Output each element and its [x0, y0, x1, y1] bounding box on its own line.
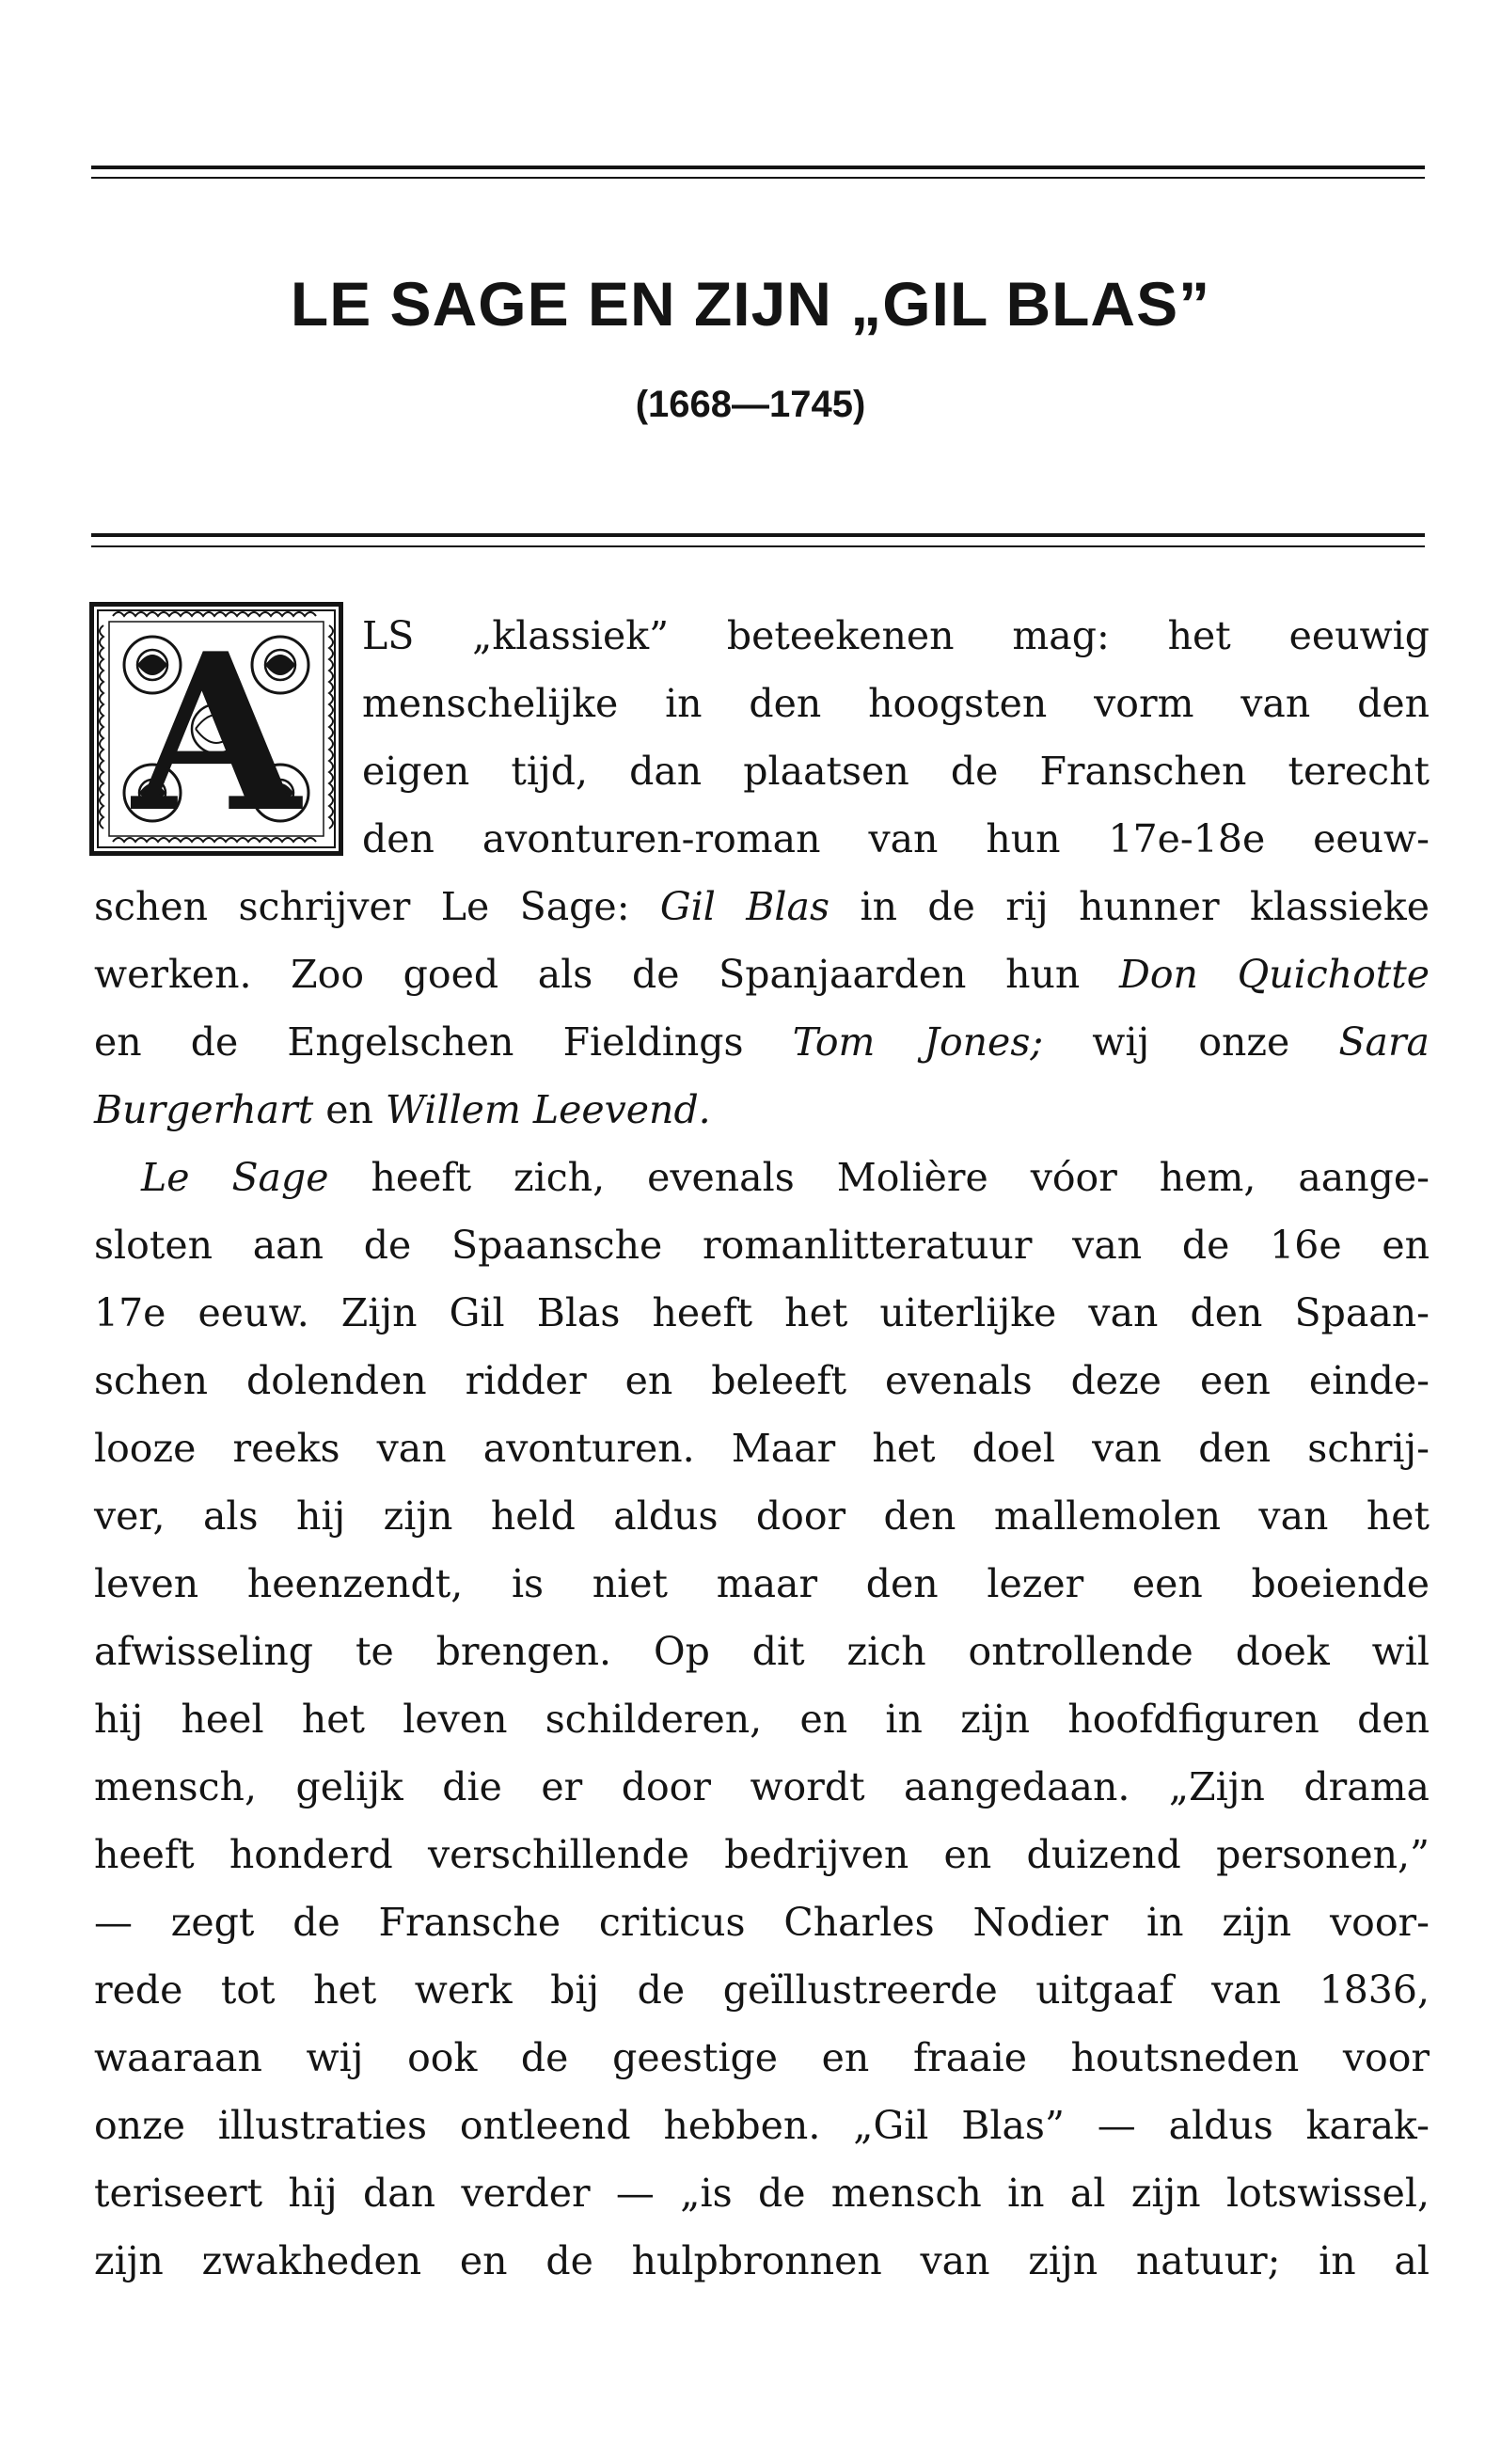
text-line: mensch, gelijk die er door wordt aangedaan. „Zijn drama [94, 1764, 1430, 1809]
italic-title: Sara [1338, 1019, 1430, 1065]
text-line: onze illustraties ontleend hebben. „Gil Blas” — aldus karak- [94, 2103, 1430, 2148]
text-line: menschelijke in den hoogsten vorm van den [362, 681, 1430, 726]
text-line: leven heenzendt, is niet maar den lezer een boeiende [94, 1561, 1430, 1606]
text-line: 17e eeuw. Zijn Gil Blas heeft het uiterlijke van den Spaan- [94, 1290, 1430, 1335]
top-rule-thin [91, 177, 1425, 179]
text-line: Le Sage heeft zich, evenals Molière vóor hem, aange- [141, 1155, 1430, 1200]
drop-cap-initial [89, 602, 343, 861]
italic-title: Willem Leevend. [385, 1087, 711, 1132]
italic-title: Don Quichotte [1118, 952, 1430, 997]
drop-cap-letter: A [132, 607, 301, 861]
italic-title: Burgerhart [94, 1087, 314, 1132]
text-line: hij heel het leven schilderen, en in zijn hoofdfiguren den [94, 1697, 1430, 1742]
text-line: heeft honderd verschillende bedrijven en duizend personen,” [94, 1832, 1430, 1877]
chapter-title: LE SAGE EN ZIJN „GIL BLAS” [290, 269, 1211, 339]
text-line: — zegt de Fransche criticus Charles Nodier in zijn voor- [94, 1900, 1430, 1945]
text-line: werken. Zoo goed als de Spanjaarden hun Don Quichotte [94, 952, 1430, 997]
italic-title: Tom Jones; [792, 1019, 1044, 1065]
text-line: rede tot het werk bij de geïllustreerde uitgaaf van 1836, [94, 1967, 1430, 2013]
text-line: teriseert hij dan verder — „is de mensch in al zijn lotswissel, [94, 2171, 1430, 2216]
text-line: LS „klassiek” beteekenen mag: het eeuwig [362, 613, 1430, 658]
text-line: waaraan wij ook de geestige en fraaie houtsneden voor [94, 2035, 1430, 2080]
text-line: afwisseling te brengen. Op dit zich ontrollende doek wil [94, 1629, 1430, 1674]
text-line: en de Engelschen Fieldings Tom Jones; wij onze Sara [94, 1019, 1430, 1065]
text-line: eigen tijd, dan plaatsen de Franschen terecht [362, 749, 1430, 794]
text-line: schen schrijver Le Sage: Gil Blas in de rij hunner klassieke [94, 884, 1430, 929]
text-line: zijn zwakheden en de hulpbronnen van zijn natuur; in al [94, 2238, 1430, 2283]
text-line: den avonturen-roman van hun 17e-18e eeuw- [362, 816, 1430, 861]
text-line: schen dolenden ridder en beleeft evenals deze een einde- [94, 1358, 1430, 1403]
italic-title: Gil Blas [659, 884, 830, 929]
text-line: looze reeks van avonturen. Maar het doel van den schrij- [94, 1426, 1430, 1471]
text-line: Burgerhart en Willem Leevend. [94, 1087, 711, 1132]
text-line: ver, als hij zijn held aldus door den mallemolen van het [94, 1493, 1430, 1539]
italic-title: Le Sage [141, 1155, 329, 1200]
top-rule-thick [91, 166, 1425, 169]
chapter-dates: (1668—1745) [635, 384, 866, 425]
middle-rule-thin [91, 545, 1425, 547]
text-line: sloten aan de Spaansche romanlitteratuur van de 16e en [94, 1223, 1430, 1268]
middle-rule-thick [91, 533, 1425, 537]
